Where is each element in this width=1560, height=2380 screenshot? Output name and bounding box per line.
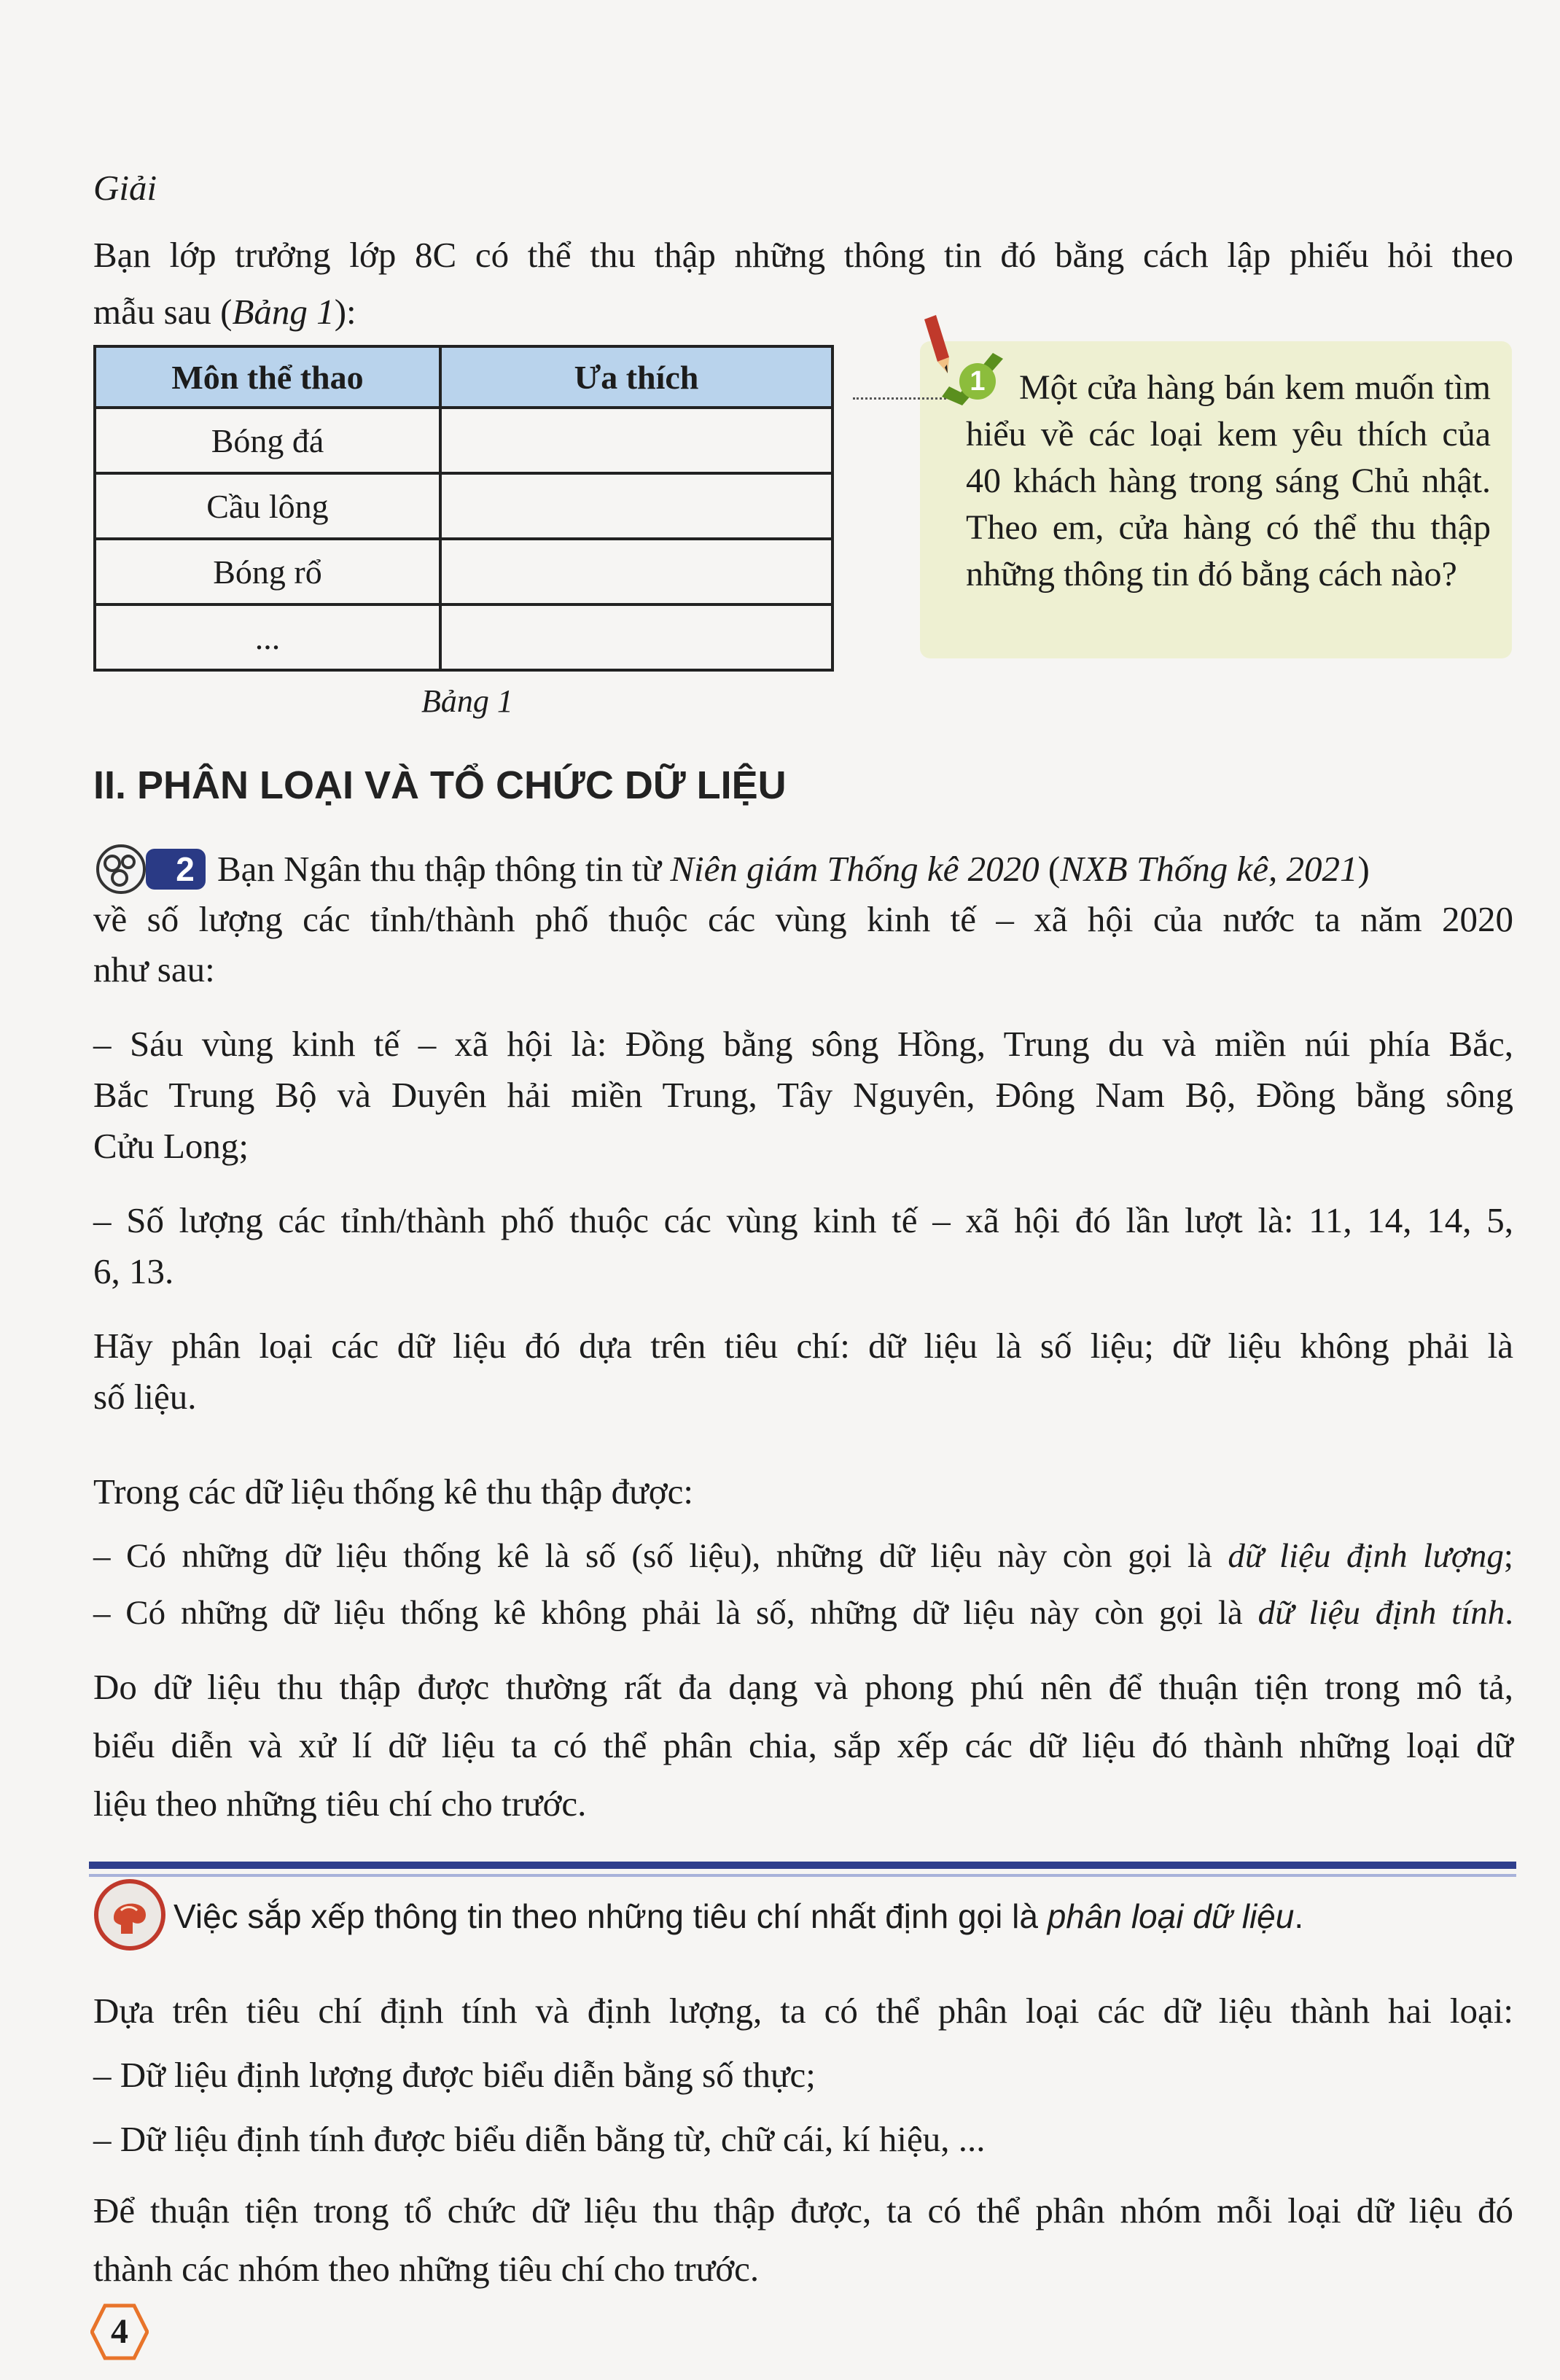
table-cell-sport: ... xyxy=(95,604,440,670)
table-header-preference: Ưa thích xyxy=(440,346,832,408)
table-row xyxy=(95,604,832,670)
classify-line-2: – Dữ liệu định lượng được biểu diễn bằng số thực; xyxy=(93,2055,816,2095)
stats-intro: Trong các dữ liệu thống kê thu thập được: xyxy=(93,1471,693,1512)
table-header-row xyxy=(95,346,832,408)
activity-number: 2 xyxy=(176,850,195,888)
para-line-3: liệu theo những tiêu chí cho trước. xyxy=(93,1784,587,1824)
section-heading: II. PHÂN LOẠI VÀ TỔ CHỨC DỮ LIỆU xyxy=(93,763,787,807)
bullet-1-line-3: Cửu Long; xyxy=(93,1126,249,1166)
task-line-1: Hãy phân loại các dữ liệu đó dựa trên tiêu chí: dữ liệu là số liệu; dữ liệu không phải là xyxy=(93,1326,1513,1366)
table-caption: Bảng 1 xyxy=(421,683,513,719)
intro-line-2: mẫu sau (Bảng 1): xyxy=(93,292,356,332)
solution-label: Giải xyxy=(93,168,157,208)
sports-survey-table xyxy=(93,345,834,672)
info-box-text: Việc sắp xếp thông tin theo những tiêu chí nhất định gọi là phân loại dữ liệu. xyxy=(173,1897,1304,1935)
bullet-2-line-1: – Số lượng các tỉnh/thành phố thuộc các vùng kinh tế – xã hội đó lần lượt là: 11, 14, 14, 5, xyxy=(93,1200,1513,1240)
brain-icon xyxy=(92,1877,168,1953)
activity-line-2: về số lượng các tỉnh/thành phố thuộc các vùng kinh tế – xã hội của nước ta năm 2020 xyxy=(93,899,1513,939)
note-connector xyxy=(853,397,955,400)
bullet-1-line-1: – Sáu vùng kinh tế – xã hội là: Đồng bằng sông Hồng, Trung du và miền núi phía Bắc, xyxy=(93,1024,1513,1064)
task-line-2: số liệu. xyxy=(93,1377,197,1417)
table-cell-sport: Bóng đá xyxy=(95,408,440,473)
info-bar-accent xyxy=(89,1874,1516,1877)
table-cell-empty xyxy=(440,473,832,539)
bullet-1-line-2: Bắc Trung Bộ và Duyên hải miền Trung, Tây Nguyên, Đông Nam Bộ, Đồng bằng sông xyxy=(93,1075,1513,1115)
info-bar-top xyxy=(89,1862,1516,1869)
bullet-2-line-2: 6, 13. xyxy=(93,1251,174,1291)
table-cell-sport: Bóng rổ xyxy=(95,539,440,604)
classify-line-1: Dựa trên tiêu chí định tính và định lượng, ta có thể phân loại các dữ liệu thành hai loại: xyxy=(93,1991,1513,2031)
table-row xyxy=(95,539,832,604)
stats-bullet-1: – Có những dữ liệu thống kê là số (số liệu), những dữ liệu này còn gọi là dữ liệu định lượng; xyxy=(93,1537,1513,1575)
table-cell-empty xyxy=(440,539,832,604)
note-text: Một cửa hàng bán kem muốn tìm hiểu về các loại kem yêu thích của 40 khách hàng trong sáng Chủ nhật. Theo em, cửa hàng có thể thu thập những thông tin đó bằng cách nào? xyxy=(966,368,1491,594)
closing-line-2: thành các nhóm theo những tiêu chí cho trước. xyxy=(93,2249,760,2289)
stats-bullet-2: – Có những dữ liệu thống kê không phải là số, những dữ liệu này còn gọi là dữ liệu định tính. xyxy=(93,1594,1513,1632)
para-line-1: Do dữ liệu thu thập được thường rất đa dạng và phong phú nên để thuận tiện trong mô tả, xyxy=(93,1667,1513,1707)
para-line-2: biểu diễn và xử lí dữ liệu ta có thể phân chia, sắp xếp các dữ liệu đó thành những loại dữ xyxy=(93,1725,1513,1765)
table-header-sport: Môn thể thao xyxy=(95,346,440,408)
closing-line-1: Để thuận tiện trong tổ chức dữ liệu thu thập được, ta có thể phân nhóm mỗi loại dữ liệu đó xyxy=(93,2190,1513,2231)
table-row xyxy=(95,408,832,473)
table-cell-empty xyxy=(440,604,832,670)
intro-line-1: Bạn lớp trưởng lớp 8C có thể thu thập những thông tin đó bằng cách lập phiếu hỏi theo xyxy=(93,235,1513,275)
activity-line-1: Bạn Ngân thu thập thông tin từ Niên giám Thống kê 2020 (NXB Thống kê, 2021) xyxy=(217,849,1370,889)
note-number-badge: 1 xyxy=(959,363,996,400)
table-cell-empty xyxy=(440,408,832,473)
classify-line-3: – Dữ liệu định tính được biểu diễn bằng từ, chữ cái, kí hiệu, ... xyxy=(93,2119,986,2159)
table-row xyxy=(95,473,832,539)
activity-line-3: như sau: xyxy=(93,949,215,989)
page-number: 4 xyxy=(111,2312,128,2351)
table-cell-sport: Cầu lông xyxy=(95,473,440,539)
